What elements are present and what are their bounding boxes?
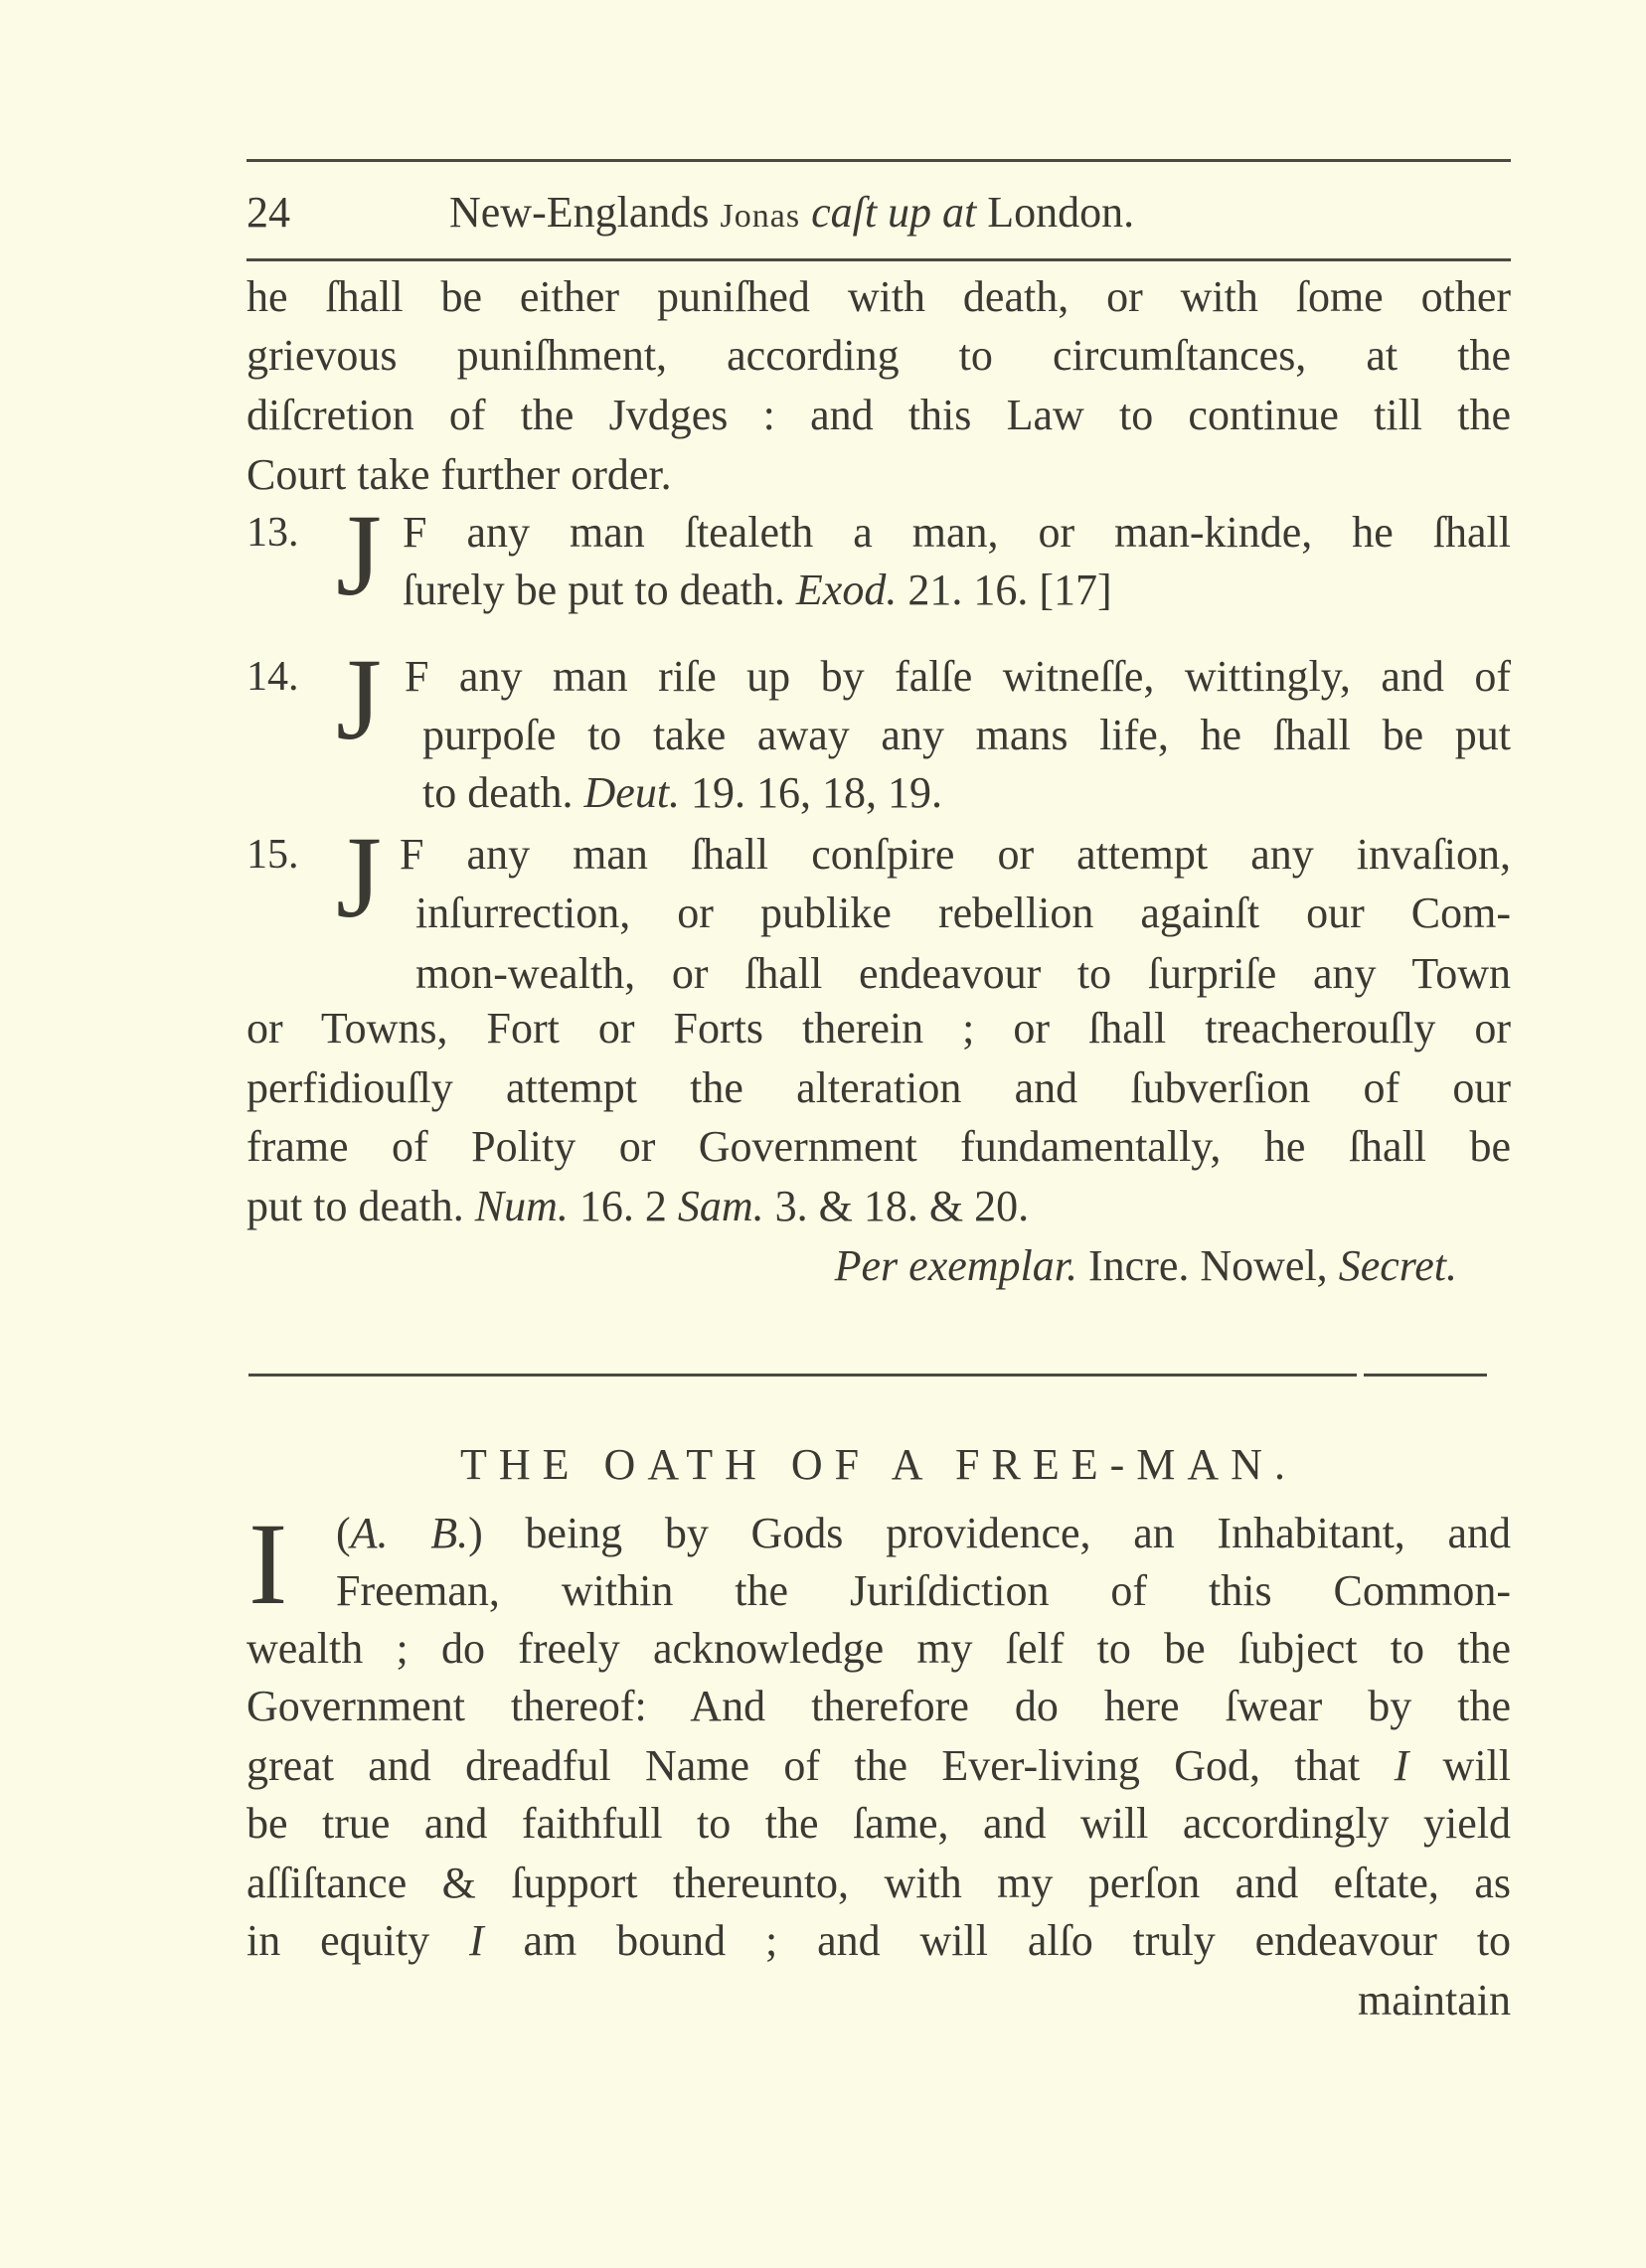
oath-line xyxy=(247,1623,1511,1675)
text-segment: diſcretion of the Jvdges : and this Law to continue till the xyxy=(247,391,1511,439)
text-segment: mon-wealth, or ſhall endeavour to ſurpriſe any Town xyxy=(415,949,1511,998)
text-segment: Incre. Nowel, xyxy=(1077,1241,1339,1290)
law-line xyxy=(415,888,1511,939)
text-segment: 3. & 18. & 20. xyxy=(763,1182,1030,1230)
intro-line xyxy=(247,449,1511,501)
italic-text: Deut. xyxy=(583,768,681,817)
italic-text: Sam. xyxy=(677,1182,764,1230)
drop-cap: J xyxy=(336,490,382,620)
text-segment: or Towns, Fort or Forts therein ; or ſhall treacherouſly or xyxy=(247,1004,1511,1053)
text-segment: am bound ; and will alſo truly endeavour to xyxy=(483,1916,1511,1965)
intro-line xyxy=(247,271,1511,323)
text-segment: grievous puniſhment, according to circumſtances, at the xyxy=(247,331,1511,380)
text-segment: wealth ; do freely acknowledge my ſelf to be ſubject to the xyxy=(247,1624,1511,1673)
text-segment: in equity xyxy=(247,1916,469,1965)
catchword-text: maintain xyxy=(1358,1976,1511,2025)
oath-line xyxy=(336,1508,1511,1559)
law-number: 15. xyxy=(247,832,299,878)
intro-line xyxy=(247,330,1511,382)
oath-line xyxy=(247,1798,1511,1850)
law-line xyxy=(422,710,1511,761)
drop-cap: J xyxy=(336,812,382,942)
running-title-italic: caſt up at xyxy=(800,188,977,237)
text-segment: F any man ſhall conſpire or attempt any invaſion, xyxy=(400,830,1511,879)
text-segment: put to death. xyxy=(247,1182,475,1230)
law-line xyxy=(400,829,1511,881)
law-number: 14. xyxy=(247,654,299,700)
text-segment: inſurrection, or publike rebellion againſt our Com- xyxy=(415,889,1511,937)
text-segment: purpoſe to take away any mans life, he ſhall be put xyxy=(422,711,1511,759)
law-line xyxy=(247,1181,1511,1232)
text-segment: he ſhall be either puniſhed with death, or with ſome other xyxy=(247,272,1511,321)
text-segment: F any man riſe up by falſe witneſſe, wittingly, and of xyxy=(405,652,1511,701)
oath-line xyxy=(247,1740,1511,1792)
oath-line xyxy=(336,1565,1511,1617)
text-segment: Freeman, within the Juriſdiction of this Common- xyxy=(336,1566,1511,1615)
oath-title: THE OATH OF A FREE-MAN. xyxy=(460,1440,1297,1489)
italic-text: Num. xyxy=(474,1182,569,1230)
text-segment: perfidiouſly attempt the alteration and ſubverſion of our xyxy=(247,1063,1511,1112)
text-segment: Court take further order. xyxy=(247,450,672,499)
header-rule-top xyxy=(247,159,1511,162)
law-line xyxy=(422,767,1511,819)
text-segment: aſſiſtance & ſupport thereunto, with my perſon and eſtate, as xyxy=(247,1859,1511,1907)
text-segment: will xyxy=(1408,1741,1511,1790)
law-line xyxy=(247,1062,1511,1114)
italic-text: I xyxy=(468,1916,484,1965)
running-title-part: New-Englands xyxy=(449,188,721,237)
page-number: 24 xyxy=(247,188,290,237)
italic-text: A. B. xyxy=(350,1509,469,1557)
catchword xyxy=(247,1975,1511,2026)
text-segment: Government thereof: And therefore do here ſwear by the xyxy=(247,1682,1511,1730)
text-segment: ) being by Gods providence, an Inhabitant, and xyxy=(468,1509,1511,1557)
law-line xyxy=(403,565,1511,616)
text-segment: F any man ſtealeth a man, or man-kinde, he ſhall xyxy=(403,508,1511,557)
oath-line xyxy=(247,1681,1511,1732)
intro-line xyxy=(247,390,1511,441)
law-line xyxy=(405,651,1511,703)
running-title xyxy=(449,187,1134,243)
section-divider xyxy=(248,1374,1357,1377)
text-segment: ſurely be put to death. xyxy=(403,566,796,614)
italic-text: Exod. xyxy=(795,566,898,614)
text-segment: 19. 16, 18, 19. xyxy=(680,768,943,817)
text-segment: ( xyxy=(336,1509,351,1557)
oath-line xyxy=(247,1915,1511,1967)
text-segment: to death. xyxy=(422,768,584,817)
drop-cap: J xyxy=(336,634,382,764)
signature-line xyxy=(696,1240,1457,1292)
law-line xyxy=(415,948,1511,1000)
oath-drop-cap: I xyxy=(248,1499,288,1629)
running-title-london: London. xyxy=(976,188,1135,237)
law-number: 13. xyxy=(247,510,299,556)
law-line xyxy=(247,1121,1511,1173)
oath-line xyxy=(247,1858,1511,1909)
text-segment: frame of Polity or Government fundamentally, he ſhall be xyxy=(247,1122,1511,1171)
italic-text: Secret. xyxy=(1338,1241,1457,1290)
text-segment: 21. 16. [17] xyxy=(897,566,1112,614)
italic-text: Per exemplar. xyxy=(834,1241,1078,1290)
text-segment: 16. 2 xyxy=(568,1182,678,1230)
text-segment: be true and faithfull to the ſame, and will accordingly yield xyxy=(247,1799,1511,1848)
running-title-jonas: Jonas xyxy=(720,198,801,235)
italic-text: I xyxy=(1394,1741,1409,1790)
section-divider-short xyxy=(1364,1374,1487,1377)
law-line xyxy=(403,507,1511,559)
law-line xyxy=(247,1003,1511,1054)
text-segment: great and dreadful Name of the Ever-living God, that xyxy=(247,1741,1395,1790)
header-rule-bottom xyxy=(247,258,1511,261)
